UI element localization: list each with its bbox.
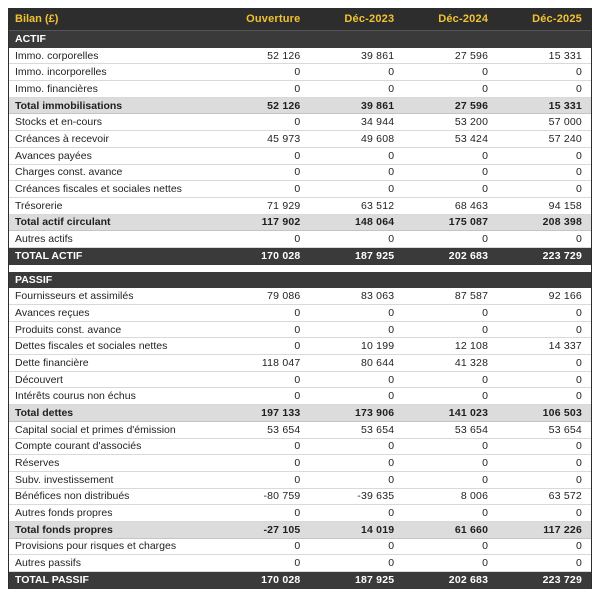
row-value: 148 064 [354, 216, 395, 229]
row-value: 0 [575, 66, 582, 79]
row-value: 87 587 [454, 290, 489, 303]
section-header-row [9, 272, 591, 289]
row-value: 187 925 [354, 574, 395, 587]
row-value: 0 [294, 66, 301, 79]
row-value: 0 [482, 457, 489, 470]
row-value: 0 [388, 183, 395, 196]
row-value: 15 331 [548, 99, 582, 112]
row-label: Créances fiscales et sociales nettes [15, 183, 182, 196]
row-value: 12 108 [454, 340, 489, 353]
row-value: 0 [294, 306, 301, 319]
row-value: 0 [482, 233, 489, 246]
row-label: Total fonds propres [15, 523, 113, 536]
row-value: 0 [294, 373, 301, 386]
row-value: 0 [294, 390, 301, 403]
row-value: 15 331 [548, 49, 582, 62]
row-value: 0 [388, 540, 395, 553]
table-row [9, 355, 591, 372]
column-header-dec-2024: Déc-2024 [438, 13, 489, 25]
column-header-dec-2025: Déc-2025 [532, 13, 582, 25]
table-row [9, 422, 591, 439]
table-row [9, 64, 591, 81]
row-value: 0 [388, 390, 395, 403]
row-label: PASSIF [15, 273, 53, 286]
row-label: Dette financière [15, 356, 89, 369]
row-value: 202 683 [448, 574, 489, 587]
row-value: 0 [294, 166, 301, 179]
row-value: 0 [388, 557, 395, 570]
row-value: 0 [294, 116, 301, 129]
table-row [9, 131, 591, 148]
row-label: Total dettes [15, 406, 74, 419]
row-value: 0 [294, 340, 301, 353]
row-value: 0 [388, 82, 395, 95]
table-row [9, 505, 591, 522]
row-label: Capital social et primes d'émission [15, 423, 176, 436]
row-value: 83 063 [360, 290, 395, 303]
table-row [9, 165, 591, 182]
row-label: Bénéfices non distribués [15, 490, 130, 503]
row-value: 57 000 [548, 116, 582, 129]
row-value: 0 [482, 306, 489, 319]
row-value: 0 [482, 149, 489, 162]
row-value: 0 [575, 82, 582, 95]
row-label: Autres fonds propres [15, 507, 113, 520]
row-label: Intérêts courus non échus [15, 390, 136, 403]
row-value: 39 861 [360, 99, 395, 112]
row-value: 106 503 [542, 406, 582, 419]
row-value: 63 512 [360, 199, 395, 212]
row-label: Produits const. avance [15, 323, 122, 336]
row-label: Découvert [15, 373, 63, 386]
table-row [9, 198, 591, 215]
row-value: 0 [388, 473, 395, 486]
row-value: 80 644 [360, 356, 395, 369]
row-value: 45 973 [267, 132, 301, 145]
row-value: 0 [388, 440, 395, 453]
row-label: Avances payées [15, 149, 92, 162]
row-value: 0 [482, 507, 489, 520]
row-value: 79 086 [267, 290, 301, 303]
table-row [9, 181, 591, 198]
row-label: Total immobilisations [15, 99, 123, 112]
row-value: 39 861 [360, 49, 395, 62]
row-value: 53 200 [454, 116, 489, 129]
row-value: 175 087 [448, 216, 489, 229]
row-value: 71 929 [267, 199, 301, 212]
row-label: Trésorerie [15, 199, 63, 212]
row-value: 0 [575, 473, 582, 486]
row-label: TOTAL PASSIF [15, 574, 89, 587]
row-value: 0 [294, 183, 301, 196]
row-value: 0 [482, 440, 489, 453]
row-value: 0 [482, 473, 489, 486]
row-value: 0 [294, 440, 301, 453]
row-value: 0 [388, 166, 395, 179]
row-value: 0 [482, 166, 489, 179]
table-row [9, 114, 591, 131]
row-value: 53 654 [548, 423, 582, 436]
row-value: 92 166 [548, 290, 582, 303]
row-value: 208 398 [542, 216, 582, 229]
row-value: 223 729 [542, 574, 582, 587]
column-header-dec-2023: Déc-2023 [344, 13, 395, 25]
row-label: Immo. incorporelles [15, 66, 107, 79]
row-value: 0 [294, 507, 301, 520]
row-value: 27 596 [454, 99, 489, 112]
row-value: 53 654 [360, 423, 395, 436]
row-value: 0 [575, 356, 582, 369]
row-value: 0 [294, 82, 301, 95]
row-value: 0 [388, 233, 395, 246]
row-value: 0 [482, 373, 489, 386]
row-value: 117 902 [261, 216, 301, 229]
row-value: 53 424 [454, 132, 489, 145]
row-label: Compte courant d'associés [15, 440, 142, 453]
row-value: 187 925 [354, 250, 395, 263]
table-header-row [9, 8, 591, 31]
row-value: 0 [388, 149, 395, 162]
row-value: 63 572 [548, 490, 582, 503]
row-value: 0 [575, 440, 582, 453]
row-value: 0 [482, 66, 489, 79]
row-value: 0 [388, 457, 395, 470]
balance-sheet-table [8, 8, 592, 589]
table-row [9, 148, 591, 165]
row-value: 0 [294, 149, 301, 162]
table-row [9, 48, 591, 65]
row-value: 0 [388, 323, 395, 336]
row-value: 27 596 [454, 49, 489, 62]
row-value: 0 [294, 233, 301, 246]
subtotal-row [9, 98, 591, 115]
table-row [9, 81, 591, 98]
grand-total-row [9, 248, 591, 265]
row-value: 49 608 [360, 132, 395, 145]
row-value: 0 [482, 390, 489, 403]
grand-total-row [9, 572, 591, 589]
table-row [9, 472, 591, 489]
row-label: Dettes fiscales et sociales nettes [15, 340, 168, 353]
row-label: Avances reçues [15, 306, 90, 319]
row-label: TOTAL ACTIF [15, 250, 83, 263]
row-value: 53 654 [454, 423, 489, 436]
row-value: 68 463 [454, 199, 489, 212]
row-value: 0 [575, 149, 582, 162]
row-value: 223 729 [542, 250, 582, 263]
row-value: 170 028 [261, 574, 301, 587]
row-value: 0 [482, 540, 489, 553]
row-value: 0 [482, 82, 489, 95]
row-value: 0 [388, 306, 395, 319]
row-label: Subv. investissement [15, 473, 114, 486]
table-row [9, 489, 591, 506]
row-value: 141 023 [448, 406, 489, 419]
row-value: 14 019 [360, 523, 395, 536]
row-value: 0 [294, 557, 301, 570]
table-body [9, 31, 591, 589]
row-label: Autres actifs [15, 233, 73, 246]
subtotal-row [9, 522, 591, 539]
table-row [9, 338, 591, 355]
row-value: 0 [294, 540, 301, 553]
row-value: 197 133 [261, 406, 301, 419]
row-value: 118 047 [261, 356, 301, 369]
row-value: 0 [575, 323, 582, 336]
row-label: Créances à recevoir [15, 132, 109, 145]
table-row [9, 322, 591, 339]
table-row [9, 539, 591, 556]
row-label: Charges const. avance [15, 166, 123, 179]
row-value: 0 [388, 373, 395, 386]
row-label: Réserves [15, 457, 60, 470]
table-title: Bilan (£) [15, 13, 59, 25]
spacer-row [9, 265, 591, 272]
row-value: 202 683 [448, 250, 489, 263]
row-value: 0 [575, 390, 582, 403]
row-value: 117 226 [543, 523, 582, 536]
table-row [9, 555, 591, 572]
column-header-ouverture: Ouverture [246, 13, 301, 25]
subtotal-row [9, 215, 591, 232]
section-header-row [9, 31, 591, 48]
row-value: 0 [575, 306, 582, 319]
row-label: Provisions pour risques et charges [15, 540, 177, 553]
row-value: 0 [388, 66, 395, 79]
row-value: 52 126 [267, 99, 301, 112]
row-label: Immo. corporelles [15, 49, 99, 62]
row-value: 94 158 [548, 199, 582, 212]
row-value: 173 906 [354, 406, 395, 419]
row-value: 14 337 [548, 340, 582, 353]
row-value: -27 105 [263, 523, 301, 536]
row-label: ACTIF [15, 33, 46, 46]
row-value: 0 [388, 507, 395, 520]
table-row [9, 288, 591, 305]
row-value: 34 944 [360, 116, 395, 129]
row-value: 8 006 [460, 490, 489, 503]
row-value: 0 [575, 557, 582, 570]
table-row [9, 388, 591, 405]
row-value: 10 199 [360, 340, 395, 353]
row-value: 57 240 [548, 132, 582, 145]
row-label: Fournisseurs et assimilés [15, 290, 134, 303]
row-value: 52 126 [267, 49, 301, 62]
row-value: 53 654 [267, 423, 301, 436]
table-row [9, 372, 591, 389]
table-row [9, 455, 591, 472]
row-label: Total actif circulant [15, 216, 111, 229]
row-value: 0 [575, 457, 582, 470]
row-value: 61 660 [454, 523, 489, 536]
table-row [9, 231, 591, 248]
row-label: Autres passifs [15, 557, 81, 570]
row-value: 0 [575, 233, 582, 246]
row-value: 0 [482, 557, 489, 570]
row-value: 41 328 [454, 356, 489, 369]
row-value: 0 [575, 166, 582, 179]
row-label: Stocks et en-cours [15, 116, 102, 129]
row-value: 0 [575, 540, 582, 553]
row-value: 0 [482, 183, 489, 196]
row-value: 0 [482, 323, 489, 336]
row-value: 0 [575, 373, 582, 386]
row-value: -80 759 [263, 490, 301, 503]
row-value: 0 [575, 183, 582, 196]
table-row [9, 439, 591, 456]
row-value: 0 [294, 473, 301, 486]
row-value: 170 028 [261, 250, 301, 263]
row-value: 0 [294, 323, 301, 336]
row-value: 0 [294, 457, 301, 470]
row-value: -39 635 [357, 490, 395, 503]
row-value: 0 [575, 507, 582, 520]
table-row [9, 305, 591, 322]
subtotal-row [9, 405, 591, 422]
row-label: Immo. financières [15, 82, 98, 95]
